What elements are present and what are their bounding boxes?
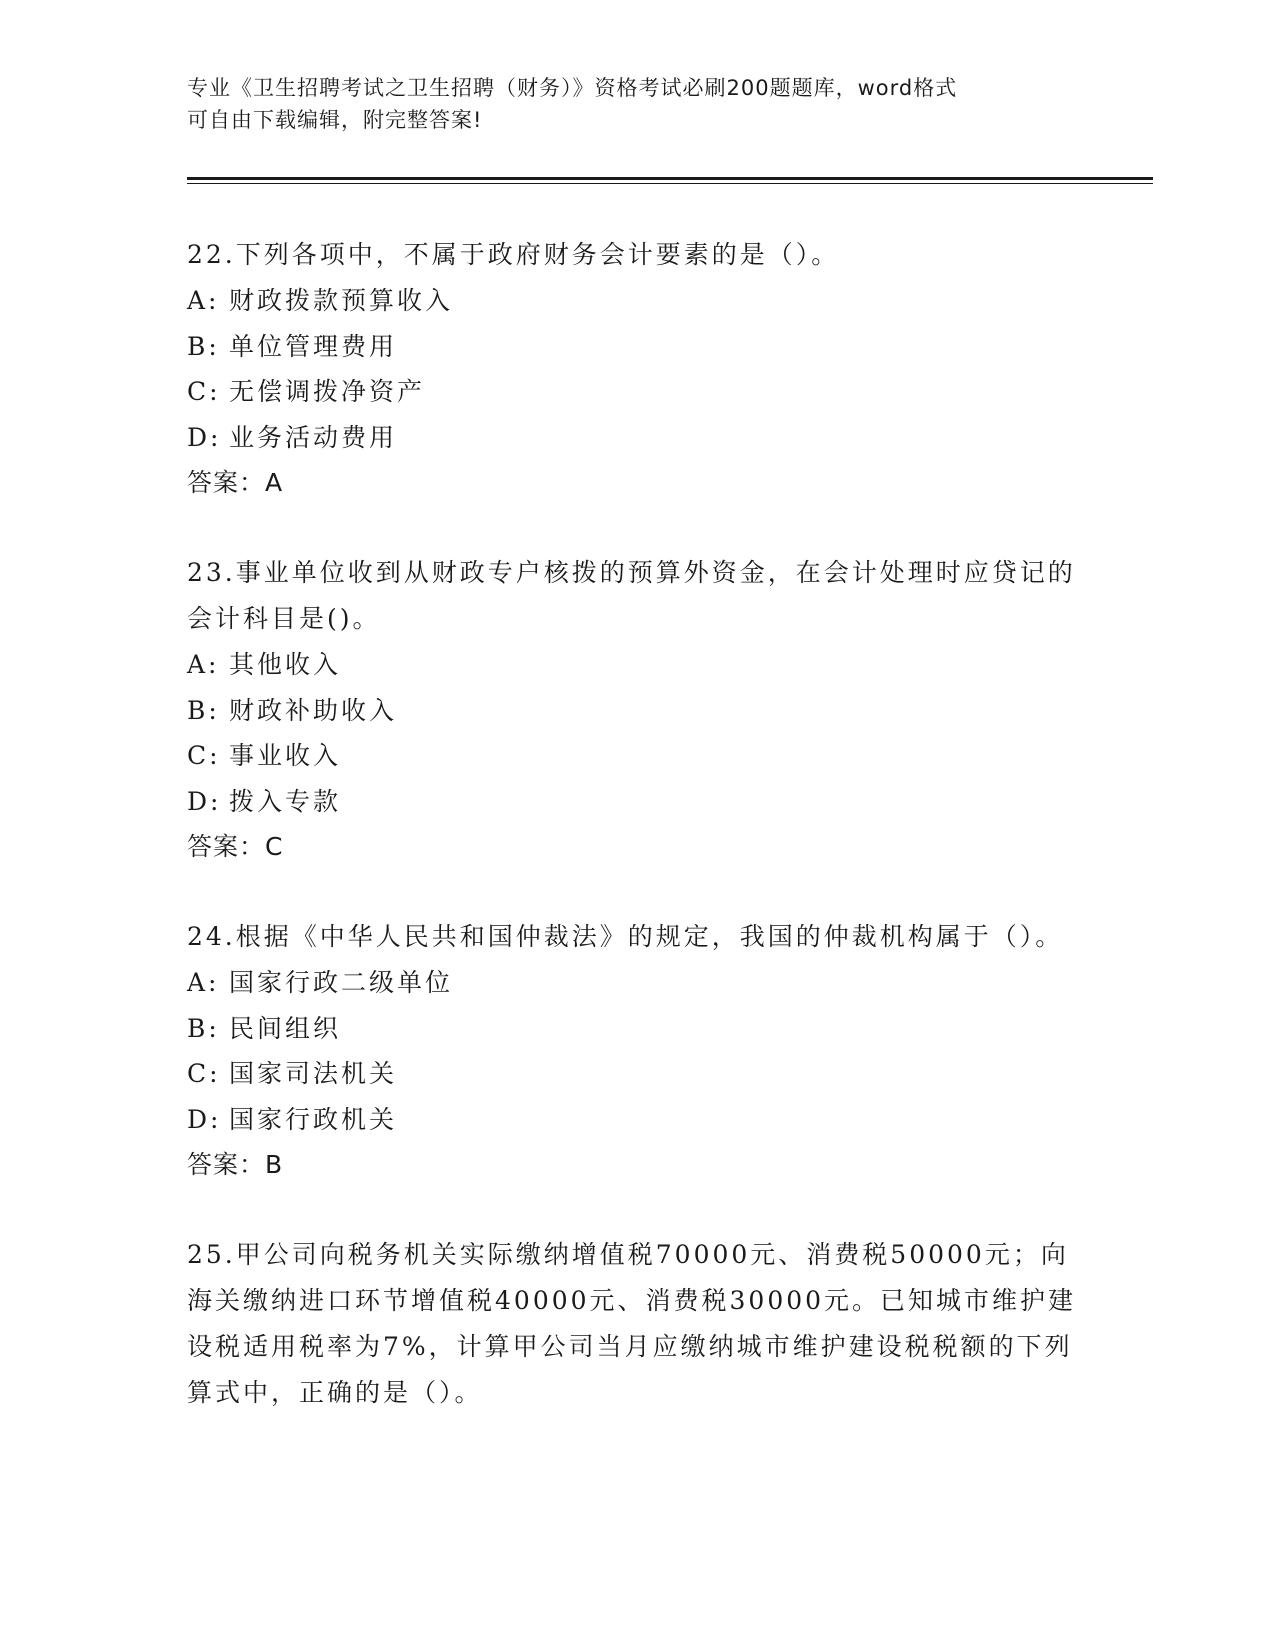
option-c <box>187 733 1087 779</box>
answer-line: 答案：A <box>187 468 284 497</box>
answer-line: 答案：C <box>187 832 284 861</box>
option-text: 国家行政机关 <box>229 1104 398 1134</box>
option-key: D: <box>187 1104 222 1134</box>
option-a <box>187 278 1087 324</box>
option-b <box>187 688 1087 734</box>
option-text: 事业收入 <box>229 741 342 770</box>
option-key: B: <box>187 331 220 361</box>
option-b <box>187 1006 1087 1052</box>
option-text: 财政补助收入 <box>229 695 398 725</box>
option-text: 单位管理费用 <box>229 331 398 361</box>
option-b <box>187 324 1087 370</box>
option-d <box>187 1097 1087 1143</box>
option-text: 国家行政二级单位 <box>229 968 454 997</box>
option-key: C: <box>187 1059 221 1088</box>
document-header <box>187 72 1087 136</box>
question-text: 25.甲公司向税务机关实际缴纳增值税70000元、消费税50000元；向海关缴纳进口环节增值税40000元、消费税30000元。已知城市维护建设税适用税率为7%，计算甲公司当月应缴纳城市维护建设税税额的下列算式中，正确的是（）。 <box>187 1240 1077 1407</box>
option-key: B: <box>187 695 220 725</box>
option-text: 国家司法机关 <box>229 1059 398 1088</box>
question-text: 24.根据《中华人民共和国仲裁法》的规定，我国的仲裁机构属于（）。 <box>187 922 1064 951</box>
question-24 <box>187 914 1087 1188</box>
option-text: 民间组织 <box>229 1013 342 1043</box>
option-key: C: <box>187 741 221 770</box>
option-key: C: <box>187 377 221 406</box>
question-25 <box>187 1232 1087 1416</box>
option-d <box>187 415 1087 461</box>
question-22 <box>187 232 1087 506</box>
option-c <box>187 369 1087 415</box>
answer-line: 答案：B <box>187 1150 284 1179</box>
option-text: 业务活动费用 <box>229 422 398 452</box>
option-text: 拨入专款 <box>229 786 342 816</box>
option-key: D: <box>187 422 222 452</box>
option-d <box>187 779 1087 825</box>
header-divider-thin <box>187 183 1153 184</box>
option-a <box>187 960 1087 1006</box>
option-key: B: <box>187 1013 220 1043</box>
header-title-line-1: 专业《卫生招聘考试之卫生招聘（财务）》资格考试必刷200题题库，word格式 <box>187 76 958 100</box>
option-c <box>187 1051 1087 1097</box>
option-a <box>187 642 1087 688</box>
header-divider-thick <box>187 177 1153 180</box>
option-text: 其他收入 <box>229 650 342 679</box>
option-text: 财政拨款预算收入 <box>229 286 454 315</box>
option-text: 无偿调拨净资产 <box>229 377 426 406</box>
option-key: A: <box>187 968 220 997</box>
question-text: 22.下列各项中，不属于政府财务会计要素的是（）。 <box>187 240 840 269</box>
option-key: D: <box>187 786 222 816</box>
option-key: A: <box>187 650 220 679</box>
header-title-line-2: 可自由下载编辑，附完整答案! <box>187 108 483 132</box>
question-23 <box>187 550 1087 870</box>
question-text: 23.事业单位收到从财政专户核拨的预算外资金，在会计处理时应贷记的会计科目是()。 <box>187 558 1076 633</box>
option-key: A: <box>187 286 220 315</box>
question-list <box>187 232 1087 1460</box>
